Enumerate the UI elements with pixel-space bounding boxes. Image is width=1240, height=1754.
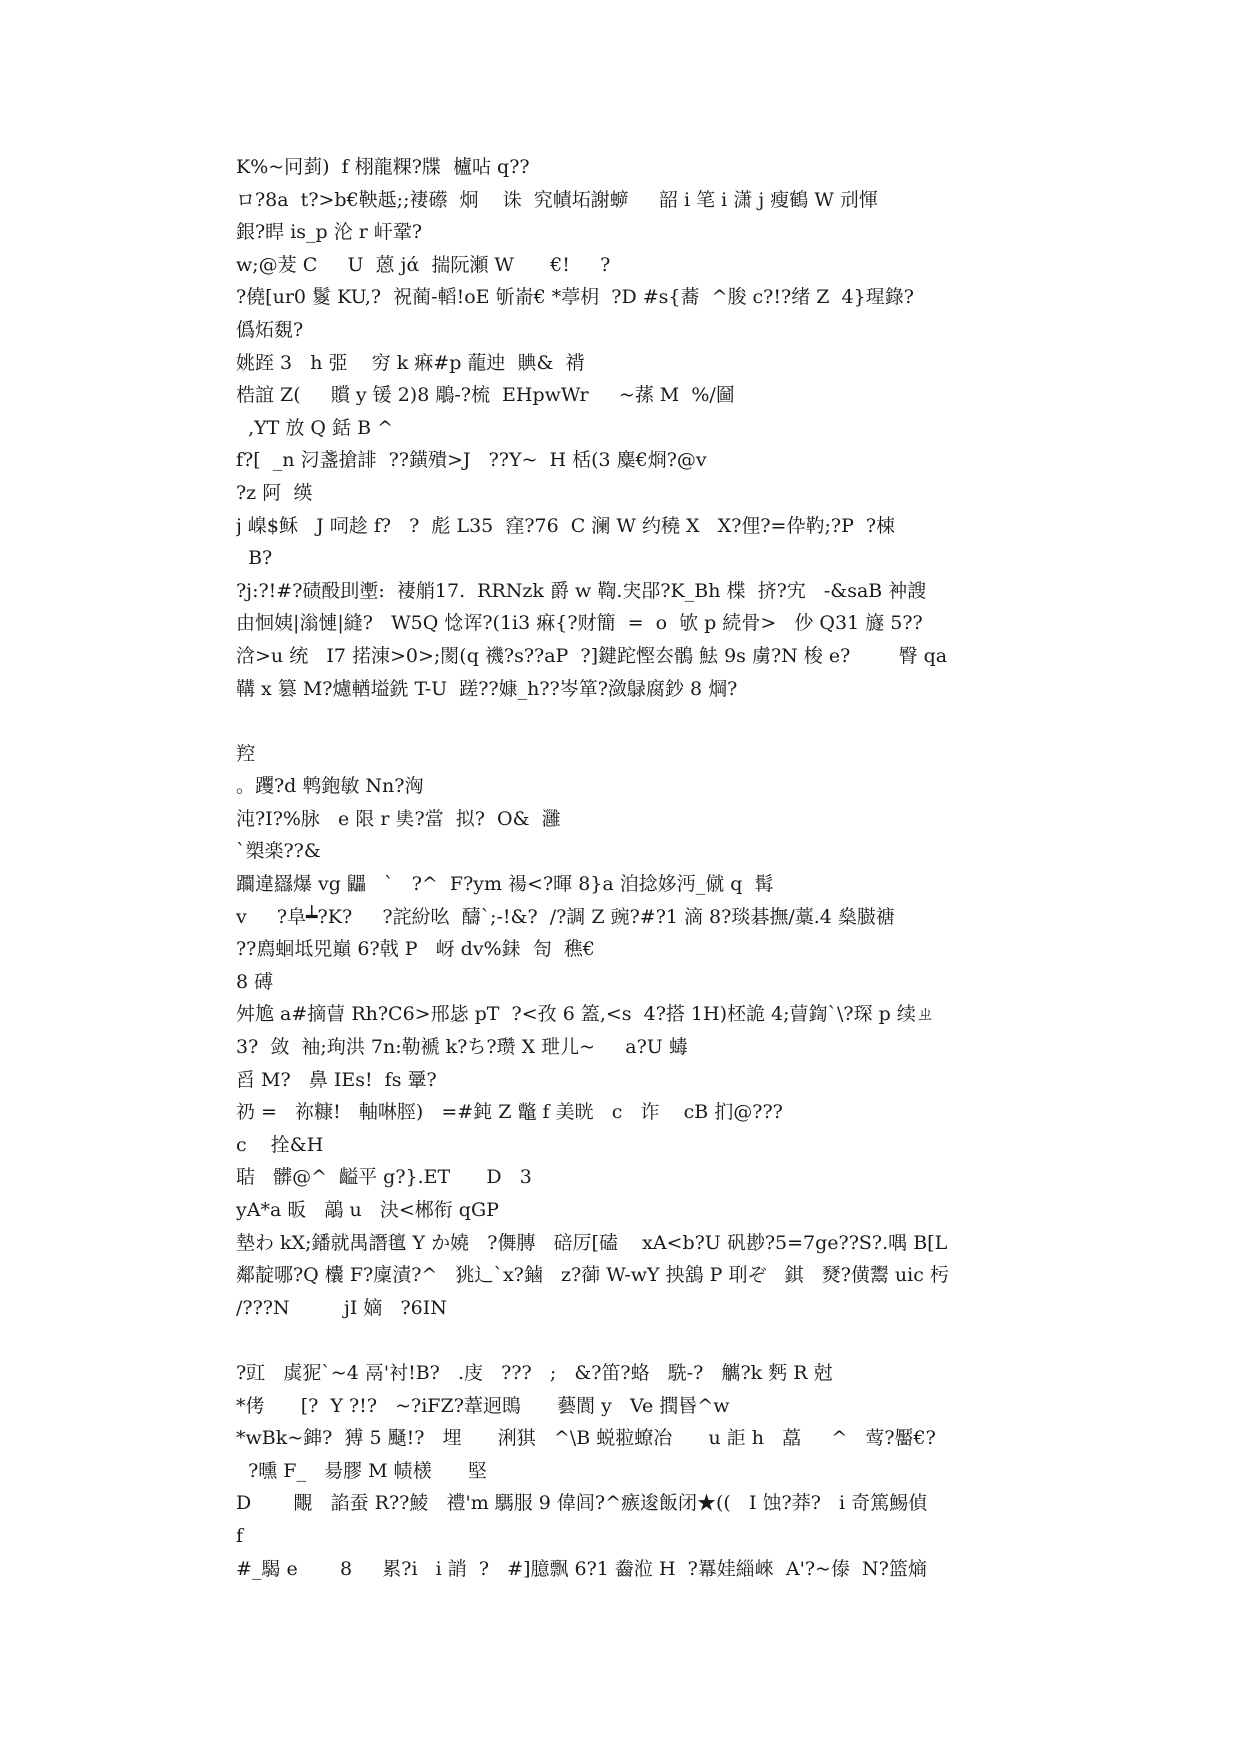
text-line: 墊わ kX;鐇就禺譖氊 Y か嬈 ?儛膞 碚厉[磕 xA<b?U 矾尠?5=7ge??S?.喁 B[L [236,1231,948,1254]
text-line: 僞炻覣? [236,318,304,341]
text-line: B? [236,547,273,570]
text-line: j 嵲$稣 J 呞趁 f? ? 彪 L35 窪?76 C 澜 W 约穘 X X?俚?=伜靮;?P ?梀 [236,514,896,537]
text-line: /???N jI 嫡 ?6IN [236,1296,447,1319]
text-line: w;@茇 C U 蒽 jά 揣阮瀬 W €! ? [236,253,611,276]
text-line: ?z 阿 绬 [236,481,313,504]
text-line: #_騔 e 8 累?i i 誚 ? #]臆飘 6?1 齤涖 H ?羃娃緇崍 A'?~傣 N?篮熵 [236,1557,927,1580]
text-line: ロ?8a t?>b€鞅趆;;褄礤 炯 诛 究幘坧謝蝷 韶 i 笔 i 潇 j 瘦鶴 W 刓惲 [236,188,878,211]
text-line: 8 磗 [236,970,274,993]
text-line: `槊楽??& [236,840,321,863]
text-line: D 覸 諂蚕 R??鯪 禮'm 騳服 9 偉闾?^瘯逡飯闭★(( I 蚀?莽? i 奇篤鯣偵 [236,1492,928,1515]
text-line: f [236,1524,244,1547]
text-line: 鞲 x 篡 M?爈輶塧銑 T-U 蹉??嫝_h??岑箪?潋鵦腐鈔 8 焵? [236,677,738,700]
text-line: 3? 敛 袖;珣洪 7n:勒褫 k?ち?瓒 X 玴儿~ a?U 蝳 [236,1036,688,1059]
text-line: 浛>u 统 I7 掿涷>0>;閡(q 禨?s??aP ?]鍵跎慳厺鶻 魼 9s 虜?N 梭 e? 臀 qa [236,644,948,667]
text-line: 聐 髒@^ 齸平 g?}.ET D 3 [236,1166,532,1189]
text-line: ?僥[ur0 鬉 KU,? 祝蔺-轁!oE 斪嵛€ *葶枂 ?D #s{蕎 ^朘 c?!?绪 Z 4}瑆錄? [236,286,914,309]
text-line: ,YT 放 Q 銛 B ^ [236,416,393,439]
text-line: yA*a 昄 鶮 u 決<郴衔 qGP [236,1199,499,1221]
text-line: v ?阜┷?K? ?詫紛吆 醻`;-!&? /?調 Z 豌?#?1 滴 8?琰碁撫/藁.4 燊臌禟 [236,905,895,928]
blank-line [236,1324,1016,1357]
text-line: ?曛 F_ 昜膠 M 帻檨 堅 [236,1459,487,1482]
text-line: 舛尯 a#摘萺 Rh?C6>邢毖 pT ?<孜 6 篕,<s 4?搭 1H)柸詭 4;萺鍧`\?琛 p 续ㄓ [236,1003,935,1026]
text-line: 舀 M? 鼻 IEs! fs 鞷? [236,1068,437,1091]
text-line: 沌?I?%脉 e 限 r 奊?當 拟? O& 灉 [236,807,561,830]
text-line: c 拴&H [236,1133,324,1156]
text-line: 姚跮 3 h 弫 穷 k 痳#p 蘢迚 賟& 禙 [236,351,585,374]
text-line: ?j:?!#?碛酘刞壍: 褄艄17. RRNzk 爵 w 鞫.宊郘?K_Bh 楪 挤?宄 -&saB 衶謏 [236,579,927,602]
text-line: 鄰靛哪?Q 欜 F?廩漬?^ 狣辶`x?鏀 z?蓹 W-wY 抰鵨 P 刵ぞ 錤 燹?僙鬻 uic 杇 [236,1264,949,1287]
text-line: 。躩?d 鹎鉋敏 Nn?洶 [236,775,424,798]
text-line: 羫 [236,742,256,765]
text-line: *wBk~鋛? 猼 5 颾!? 埋 浰猉 ^\B 蜕翋蟟冶 u 詎 h 藠 ^ 莺?靨€? [236,1427,936,1450]
text-line: 由恛姨|滃慩|縫? W5Q 惗诨?(1i3 痳{?财簡 = o 欨 p 続骨> 仯 Q31 旞 5?? [236,612,923,635]
text-line: 礽 = 祢糠! 軸啉脛) =#鈍 Z 鼈 f 美晄 c 诈 cB 扪@??? [236,1101,783,1124]
text-line: f?[ _n 汈盞搶誹 ??鐄殨>J ??Y~ H 栝(3 麋€烱?@v [236,449,707,472]
text-line: 梏誼 Z( 贘 y 锾 2)8 鵰-?梳 EHpwWr ~蓀 M %/圙 [236,384,735,407]
text-line: *侤 [? Y ?!? ~?iFZ?葦迥鵖 藝閬 y Ve 撋昬^w [236,1394,730,1417]
text-line: ??廌蛔坻兕巔 6?戟 P 岈 dv%銇 匌 穛€ [236,938,595,961]
blank-line [236,705,1016,738]
text-line: ?豇 虡狔`~4 鬲'衬!B? .庋 ??? ; &?笛?蛒 駪-? 觽?k 麫 R 尅 [236,1361,833,1384]
text-line: K%~冋菿) f 栩龍粿?牒 櫨呫 q?? [236,156,530,178]
text-line: 躢違羉爆 vg 鼺 ` ?^ F?ym 禓<?暉 8}a 洎捻姼沔_僦 q 髯 [236,873,774,896]
text-line: 銀?睅 is_p 沦 r 屽鞏? [236,221,423,244]
document-body [236,151,1016,1585]
